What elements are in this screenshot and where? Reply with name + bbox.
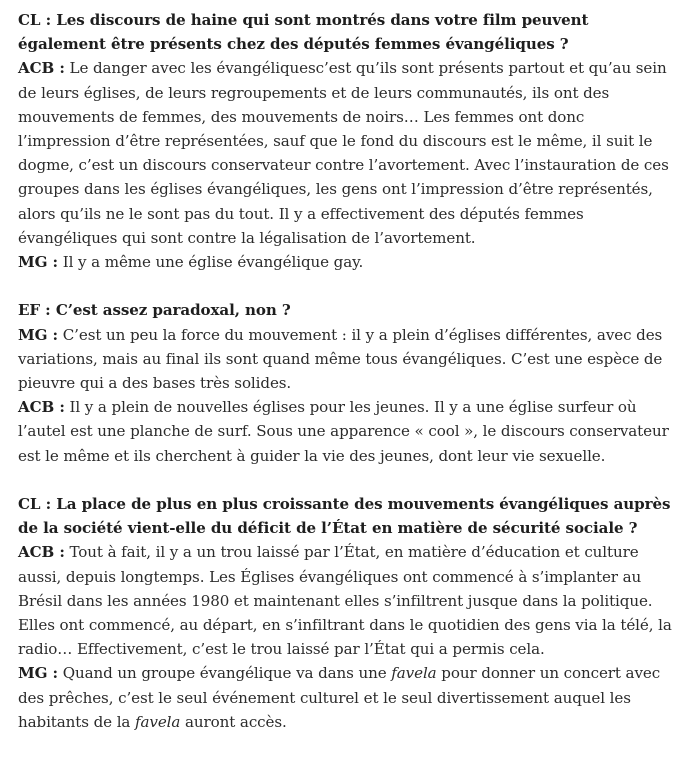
answer — [18, 323, 678, 396]
answer-text-part: pour donner un concert avec des prêches, c’est le seul événement culturel et le seul divertissement auquel les habitants de la — [18, 664, 661, 731]
speaker-label: CL : — [18, 11, 52, 29]
answer — [18, 540, 678, 661]
speaker-label: ACB : — [18, 59, 65, 78]
answer-text: Il y a plein de nouvelles églises pour les jeunes. Il y a une église surfeur où l’autel est une planche de surf. Sous une apparence « cool », le discours conservateur est le même et ils cherchent à guider la vie des jeunes, dont leur vie sexuelle. — [18, 398, 669, 465]
speaker-label: ACB : — [18, 543, 65, 562]
question-text: C’est assez paradoxal, non ? — [55, 301, 291, 320]
speaker-label: EF : — [18, 301, 51, 320]
interview-block-1 — [18, 8, 678, 274]
answer-text: Le danger avec les évangéliquesc’est qu’ils sont présents partout et qu’au sein de leurs églises, de leurs regroupements et de leurs communautés, ils ont des mouvements de femmes, des mouvements de noirs… Les femmes ont donc l’impression d’être représentées, sauf que le fond du discours est le même, il suit le dogme, c’est un discours conservateur contre l’avortement. Avec l’instauration de ces groupes dans les églises évangéliques, les gens ont l’impression d’être représentés, alors qu’ils ne le sont pas du tout. Il y a effectivement des députés femmes évangéliques qui sont contre la légalisation de l’avortement. — [18, 59, 669, 247]
answer — [18, 395, 678, 468]
answer-text-italic: favela — [391, 664, 437, 683]
interview-block-3 — [18, 492, 678, 734]
answer — [18, 250, 678, 274]
speaker-label: CL : — [18, 495, 52, 514]
answer-text-part: auront accès. — [180, 712, 287, 731]
question — [18, 492, 678, 540]
answer-text-part: Quand un groupe évangélique va dans une — [62, 664, 392, 683]
answer-text: C’est un peu la force du mouvement : il y a plein d’églises différentes, avec des variations, mais au final ils sont quand même tous évangéliques. C’est une espèce de pieuvre qui a des bases très solides. — [18, 325, 663, 393]
question — [18, 8, 678, 56]
speaker-label: MG : — [18, 325, 59, 344]
question-text: La place de plus en plus croissante des mouvements évangéliques auprès de la société vient-elle du déficit de l’État en matière de sécurité sociale ? — [18, 495, 671, 538]
interview-block-2 — [18, 298, 678, 467]
interview-article — [18, 8, 678, 758]
speaker-label: ACB : — [18, 398, 65, 417]
answer — [18, 661, 678, 734]
answer-text: Tout à fait, il y a un trou laissé par l’État, en matière d’éducation et culture aussi, depuis longtemps. Les Églises évangéliques ont commencé à s’implanter au Brésil dans les années 1980 et maintenant elles s’infiltrent jusque dans la politique. Elles ont commencé, au départ, en s’infiltrant dans le quotidien des gens via la télé, la radio… Effectivement, c’est le trou laissé par l’État qui a permis cela. — [18, 543, 672, 659]
speaker-label: MG : — [18, 664, 59, 683]
answer-text-italic: favela — [135, 712, 181, 731]
speaker-label: MG : — [18, 253, 59, 272]
question — [18, 298, 678, 322]
question-text: Les discours de haine qui sont montrés dans votre film peuvent également être présents chez des députés femmes évangéliques ? — [18, 11, 589, 54]
answer — [18, 56, 678, 250]
answer-text: Il y a même une église évangélique gay. — [62, 253, 364, 272]
